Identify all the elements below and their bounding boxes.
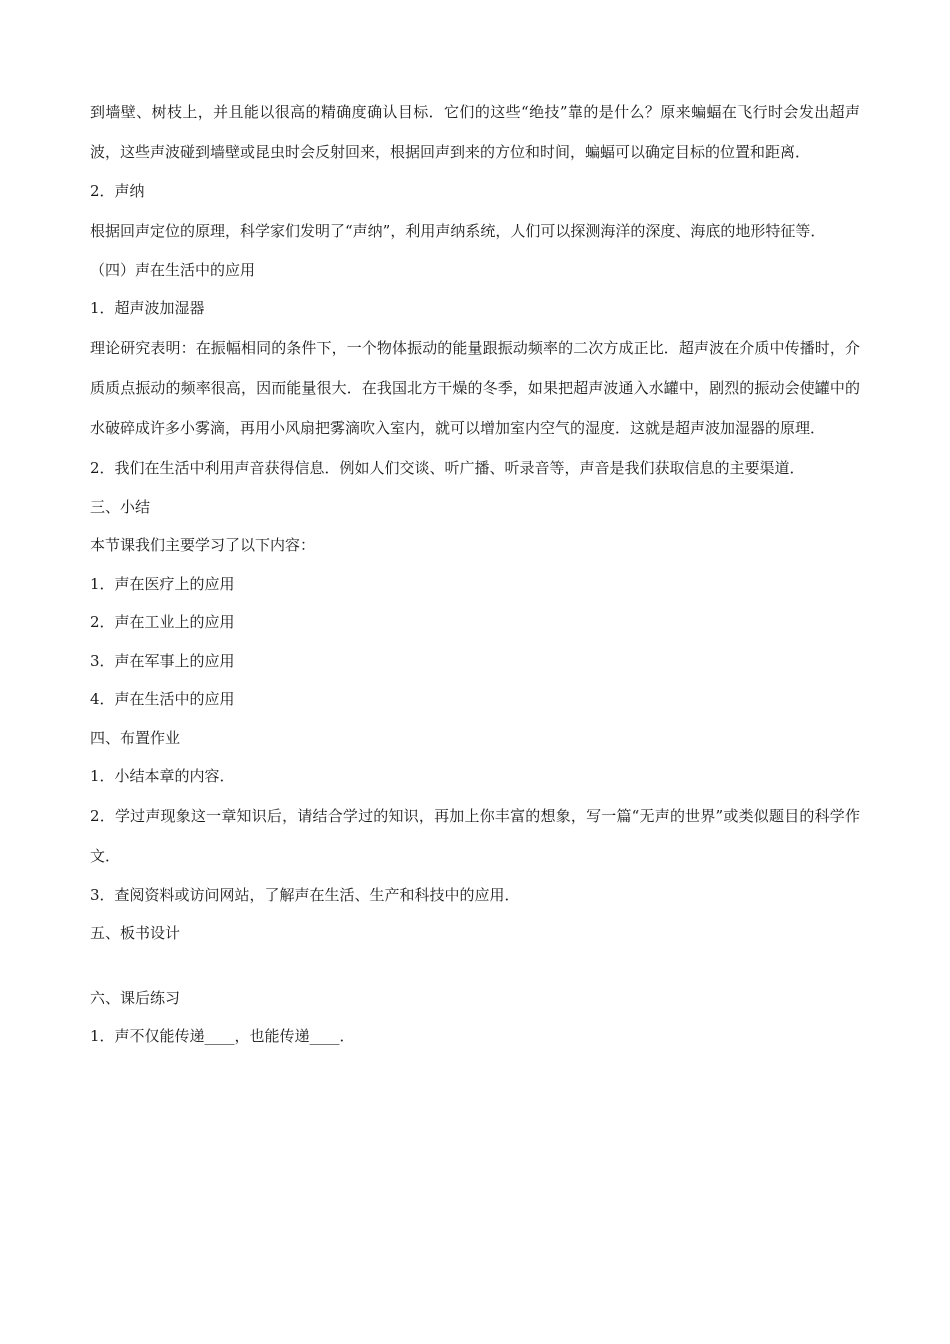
- homework-item-2: 2．学过声现象这一章知识后，请结合学过的知识，再加上你丰富的想象，写一篇“无声的世界”或类似题目的科学作文．: [90, 806, 860, 865]
- item-sonar-heading: 2．声纳: [90, 182, 145, 200]
- paragraph-bat-echolocation: 到墙壁、树枝上，并且能以很高的精确度确认目标．它们的这些“绝技”靠的是什么？原来蝙蝠在飞行时会发出超声波，这些声波碰到墙壁或昆虫时会反射回来，根据回声到来的方位和时间，蝙蝠可以确定目标的位置和距离．: [90, 103, 860, 161]
- paragraph-sonar: 根据回声定位的原理，科学家们发明了“声纳”，利用声纳系统，人们可以探测海洋的深度、海底的地形特征等．: [90, 221, 826, 240]
- section-homework: 四、布置作业: [90, 728, 181, 747]
- paragraph-humidifier: 理论研究表明：在振幅相同的条件下，一个物体振动的能量跟振动频率的二次方成正比．超声波在介质中传播时，介质质点振动的频率很高，因而能量很大．在我国北方干燥的冬季，如果把超声波通入水罐中，剧烈的振动会使罐中的水破碎成许多小雾滴，再用小风扇把雾滴吹入室内，就可以增加室内空气的湿度．这就是超声波加湿器的原理．: [90, 338, 860, 437]
- document-body: [90, 92, 860, 1056]
- homework-item-1: 1．小结本章的内容．: [90, 767, 235, 785]
- homework-item-3: 3．查阅资料或访问网站，了解声在生活、生产和科技中的应用．: [90, 885, 520, 904]
- blank-space: [90, 953, 860, 979]
- summary-item-military: 3．声在军事上的应用: [90, 651, 235, 670]
- section-blackboard-design: 五、板书设计: [90, 924, 181, 942]
- summary-intro: 本节课我们主要学习了以下内容：: [90, 536, 316, 554]
- summary-item-life: 4．声在生活中的应用: [90, 690, 235, 708]
- section-exercises: 六、课后练习: [90, 988, 181, 1007]
- paragraph-information: 2．我们在生活中利用声音获得信息．例如人们交谈、听广播、听录音等，声音是我们获取信息的主要渠道．: [90, 458, 805, 477]
- section-life-applications: （四）声在生活中的应用: [90, 260, 256, 279]
- item-humidifier-heading: 1．超声波加湿器: [90, 299, 205, 317]
- section-summary: 三、小结: [90, 497, 151, 516]
- exercise-item-1: 1．声不仅能传递____，也能传递____．: [90, 1027, 355, 1045]
- summary-item-medical: 1．声在医疗上的应用: [90, 574, 235, 593]
- summary-item-industry: 2．声在工业上的应用: [90, 613, 235, 631]
